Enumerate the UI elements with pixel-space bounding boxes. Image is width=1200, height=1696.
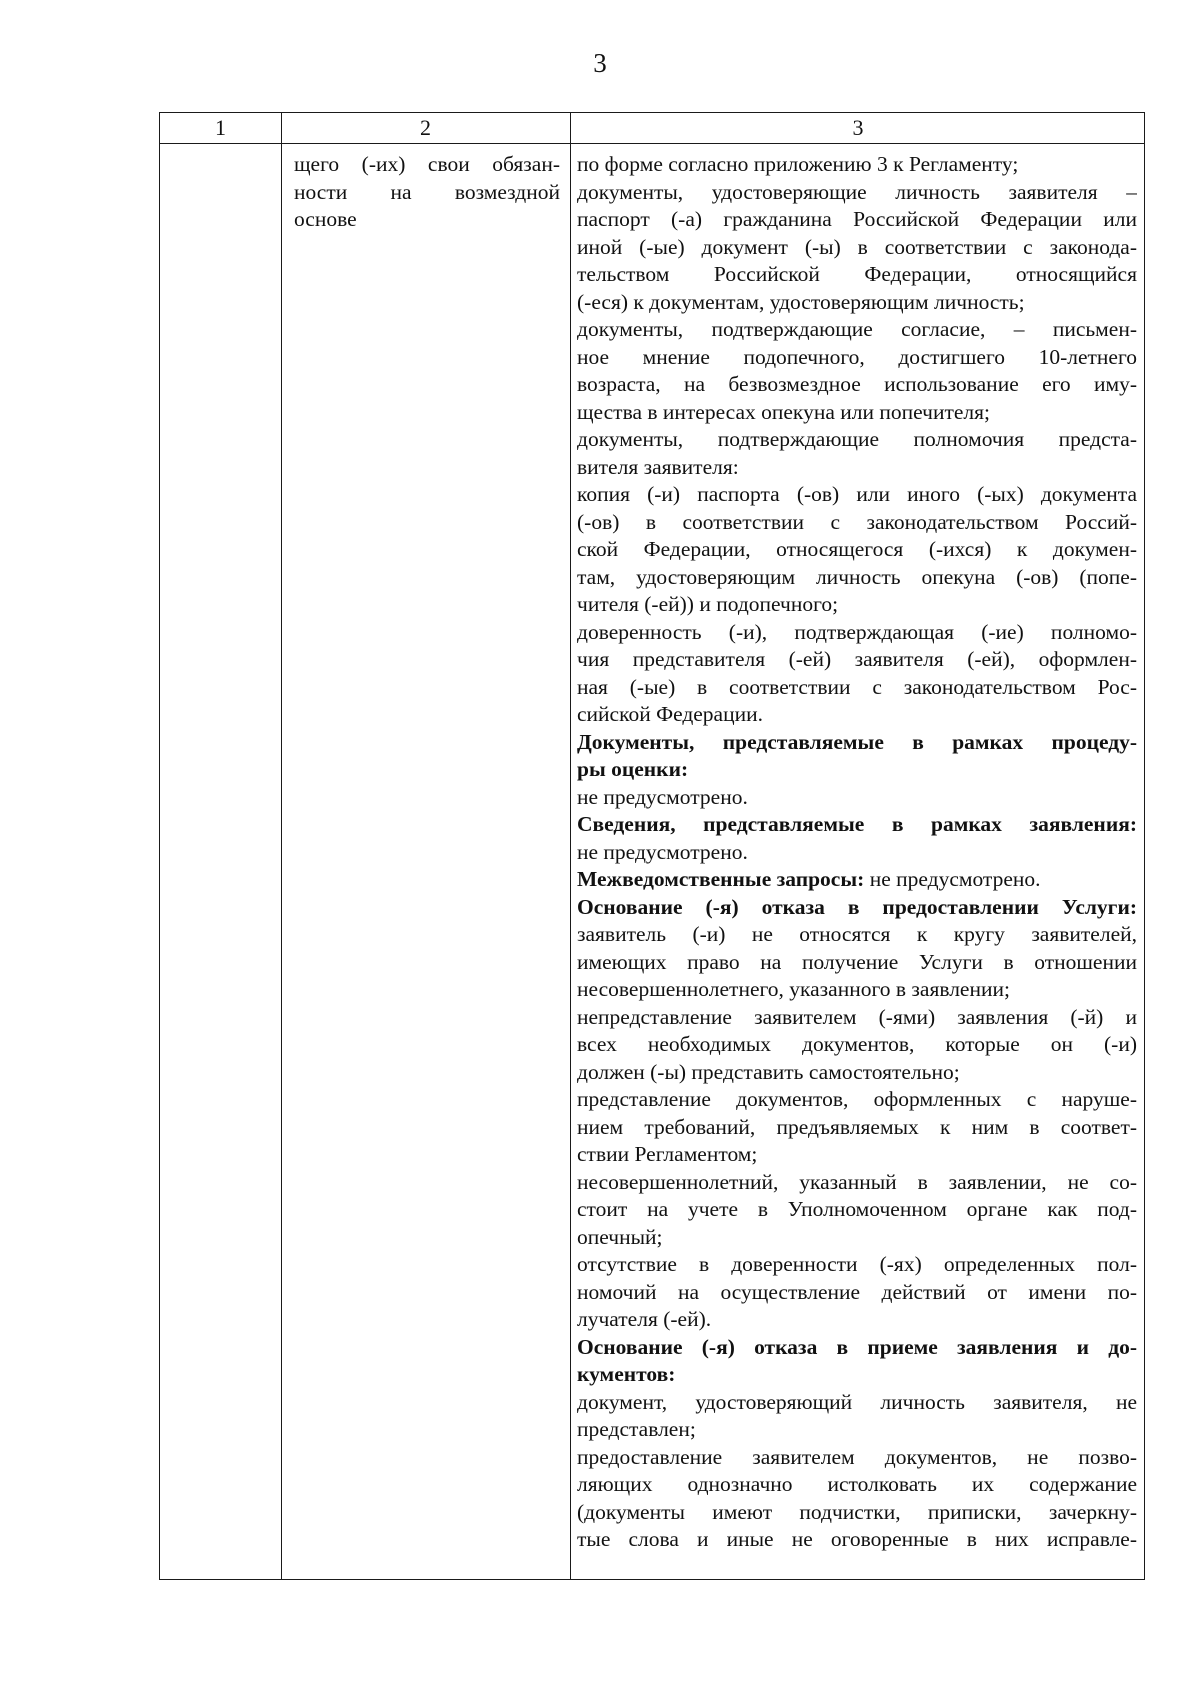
text-line bbox=[577, 206, 1137, 234]
text-line bbox=[577, 866, 1137, 894]
text-line bbox=[294, 179, 560, 207]
text-line-content: документы, подтверждающие полномочия предста- bbox=[577, 427, 1137, 451]
text-line-content: несовершеннолетний, указанный в заявлении, не со- bbox=[577, 1169, 1137, 1194]
column-2-text bbox=[294, 151, 560, 234]
text-line bbox=[577, 811, 1137, 839]
column-header-1: 1 bbox=[215, 115, 226, 140]
text-line bbox=[577, 399, 1137, 427]
text-line bbox=[577, 1279, 1137, 1307]
text-line bbox=[577, 1059, 1137, 1087]
text-line-content: копия (-и) паспорта (-ов) или иного (-ых) документа bbox=[577, 482, 1137, 506]
regulation-table bbox=[159, 112, 1145, 1580]
text-line-content: имеющих право на получение Услуги в отношении bbox=[577, 949, 1137, 974]
text-line-content: ской Федерации, относящегося (-ихся) к докумен- bbox=[577, 537, 1137, 561]
text-line-content: основе bbox=[294, 207, 357, 231]
text-line-content: документы, подтверждающие согласие, – письмен- bbox=[577, 317, 1137, 341]
text-line-content: Основание (-я) отказа в приеме заявления и до- bbox=[577, 1334, 1137, 1359]
text-line-content: представление документов, оформленных с наруше- bbox=[577, 1087, 1137, 1111]
text-line-content: заявитель (-и) не относятся к кругу заявителей, bbox=[577, 922, 1137, 946]
text-line-content: Документы, представляемые в рамках процеду- bbox=[577, 729, 1137, 754]
text-line-content: чителя (-ей)) и подопечного; bbox=[577, 592, 839, 616]
text-line bbox=[577, 784, 1137, 812]
text-line bbox=[577, 894, 1137, 922]
text-line bbox=[577, 151, 1137, 179]
text-line-content: Сведения, представляемые в рамках заявления: bbox=[577, 812, 1137, 836]
text-line bbox=[577, 454, 1137, 482]
text-line bbox=[577, 1114, 1137, 1142]
text-line bbox=[577, 1306, 1137, 1334]
text-line-content: предоставление заявителем документов, не позво- bbox=[577, 1444, 1137, 1469]
text-line bbox=[577, 316, 1137, 344]
text-line bbox=[577, 179, 1137, 207]
text-line bbox=[577, 1196, 1137, 1224]
text-line bbox=[577, 1389, 1137, 1417]
text-line-content: номочий на осуществление действий от имени по- bbox=[577, 1279, 1137, 1304]
text-line bbox=[577, 1361, 1137, 1389]
text-line-content: кументов: bbox=[577, 1362, 676, 1386]
text-line bbox=[577, 426, 1137, 454]
column-divider-1 bbox=[281, 113, 282, 1579]
text-line bbox=[577, 949, 1137, 977]
text-line-content: (-ов) в соответствии с законодательством Россий- bbox=[577, 509, 1137, 534]
text-line bbox=[577, 976, 1137, 1004]
text-line bbox=[577, 481, 1137, 509]
text-line bbox=[577, 729, 1137, 757]
text-line bbox=[577, 261, 1137, 289]
text-line-content: опечный; bbox=[577, 1224, 663, 1249]
text-line bbox=[577, 619, 1137, 647]
text-line bbox=[577, 1086, 1137, 1114]
text-line-content: представлен; bbox=[577, 1417, 696, 1441]
text-line-content: доверенность (-и), подтверждающая (-ие) полномо- bbox=[577, 619, 1137, 644]
text-line bbox=[577, 371, 1137, 399]
text-line bbox=[577, 921, 1137, 949]
text-line bbox=[577, 1141, 1137, 1169]
text-line-content: Основание (-я) отказа в предоставлении Услуги: bbox=[577, 894, 1137, 919]
text-line bbox=[577, 344, 1137, 372]
text-line-content: всех необходимых документов, которые он (-и) bbox=[577, 1032, 1137, 1056]
text-line-content: ры оценки: bbox=[577, 757, 689, 781]
text-line bbox=[294, 206, 560, 234]
text-line bbox=[577, 1416, 1137, 1444]
text-line-content: там, удостоверяющим личность опекуна (-ов) (попе- bbox=[577, 564, 1137, 589]
text-line-content: возраста, на безвозмездное использование его иму- bbox=[577, 372, 1137, 396]
text-line-content: должен (-ы) представить самостоятельно; bbox=[577, 1059, 960, 1084]
text-line-content: ное мнение подопечного, достигшего 10-летнего bbox=[577, 344, 1137, 369]
text-line-content: сийской Федерации. bbox=[577, 702, 763, 726]
text-line-continuation: не предусмотрено. bbox=[864, 867, 1041, 891]
column-divider-2 bbox=[570, 113, 571, 1579]
text-line-content: лучателя (-ей). bbox=[577, 1307, 712, 1331]
text-line bbox=[577, 839, 1137, 867]
text-line bbox=[577, 564, 1137, 592]
text-line-content: несовершеннолетнего, указанного в заявлении; bbox=[577, 977, 1010, 1001]
text-line bbox=[577, 591, 1137, 619]
text-line-content: стоит на учете в Уполномоченном органе как под- bbox=[577, 1197, 1137, 1221]
text-line-content: документ, удостоверяющий личность заявителя, не bbox=[577, 1389, 1137, 1414]
text-line bbox=[577, 1444, 1137, 1472]
text-line-content: иной (-ые) документ (-ы) в соответствии с законода- bbox=[577, 234, 1137, 259]
text-line-content: чия представителя (-ей) заявителя (-ей), оформлен- bbox=[577, 647, 1137, 671]
text-line-content: непредставление заявителем (-ями) заявления (-й) и bbox=[577, 1004, 1137, 1029]
text-line bbox=[577, 674, 1137, 702]
text-line-content: ствии Регламентом; bbox=[577, 1142, 758, 1166]
text-line bbox=[577, 1499, 1137, 1527]
text-line-content: ности на возмездной bbox=[294, 179, 560, 204]
text-line bbox=[577, 536, 1137, 564]
text-line bbox=[577, 1031, 1137, 1059]
text-line-content: не предусмотрено. bbox=[577, 839, 748, 864]
text-line bbox=[577, 1004, 1137, 1032]
text-line-content: щества в интересах опекуна или попечителя; bbox=[577, 399, 990, 424]
column-3-text bbox=[577, 151, 1137, 1554]
text-line bbox=[577, 1334, 1137, 1362]
text-line-content: документы, удостоверяющие личность заявителя – bbox=[577, 179, 1137, 204]
text-line bbox=[577, 1224, 1137, 1252]
column-header-2: 2 bbox=[420, 115, 431, 140]
text-line bbox=[577, 1471, 1137, 1499]
text-line-content: тельством Российской Федерации, относящийся bbox=[577, 262, 1137, 286]
column-header-3: 3 bbox=[852, 115, 864, 140]
text-line bbox=[577, 646, 1137, 674]
text-line bbox=[577, 289, 1137, 317]
text-line-content: вителя заявителя: bbox=[577, 454, 739, 479]
text-line bbox=[577, 756, 1137, 784]
page-number: 3 bbox=[593, 48, 607, 78]
text-line-content: Межведомственные запросы: bbox=[577, 867, 865, 891]
text-line-content: (документы имеют подчистки, приписки, зачеркну- bbox=[577, 1499, 1137, 1524]
text-line bbox=[294, 151, 560, 179]
text-line bbox=[577, 509, 1137, 537]
header-divider bbox=[160, 143, 1144, 144]
text-line bbox=[577, 234, 1137, 262]
text-line-content: щего (-их) свои обязан- bbox=[294, 152, 560, 176]
text-line-content: по форме согласно приложению 3 к Регламенту; bbox=[577, 152, 1019, 176]
text-line-content: ляющих однозначно истолковать их содержание bbox=[577, 1472, 1137, 1496]
text-line bbox=[577, 1251, 1137, 1279]
text-line-content: (-еся) к документам, удостоверяющим личность; bbox=[577, 289, 1025, 314]
text-line-content: не предусмотрено. bbox=[577, 784, 748, 809]
text-line-content: нием требований, предъявляемых к ним в соответ- bbox=[577, 1114, 1137, 1139]
text-line-content: паспорт (-а) гражданина Российской Федерации или bbox=[577, 207, 1137, 231]
text-line bbox=[577, 1169, 1137, 1197]
text-line bbox=[577, 1526, 1137, 1554]
text-line bbox=[577, 701, 1137, 729]
text-line-content: отсутствие в доверенности (-ях) определенных пол- bbox=[577, 1252, 1137, 1276]
text-line-content: ная (-ые) в соответствии с законодательством Рос- bbox=[577, 674, 1137, 699]
text-line-content: тые слова и иные не оговоренные в них исправле- bbox=[577, 1527, 1137, 1551]
